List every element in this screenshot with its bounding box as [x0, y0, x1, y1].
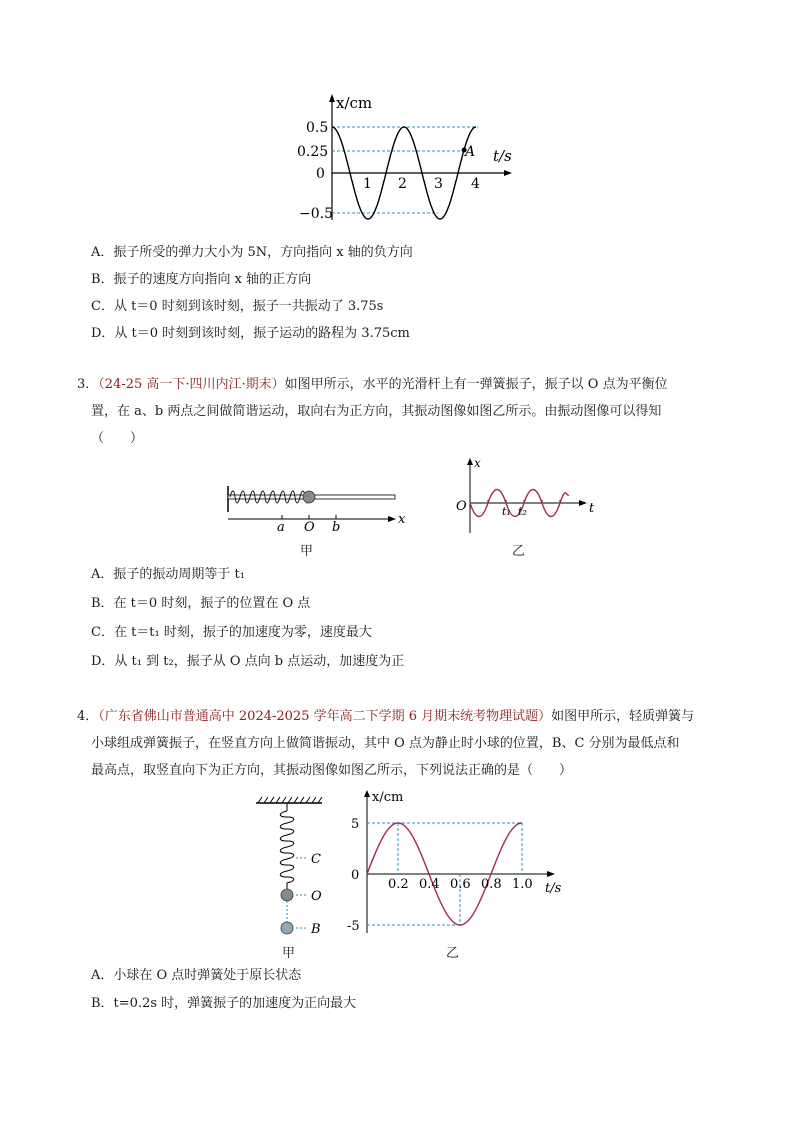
q4-label-b: B	[311, 922, 321, 937]
q3-yi-label-o: O	[456, 499, 467, 514]
fig1-x-arrow	[504, 170, 512, 176]
q4-caption-yi: 乙	[446, 946, 460, 961]
q4-option-b[interactable]: B．t=0.2s 时，弹簧振子的加速度为正向最大	[91, 996, 357, 1011]
q4-yi-ytick-0: 0	[351, 868, 360, 883]
fig1-xtick-2: 2	[398, 176, 407, 192]
fig1-xtick-1: 1	[363, 176, 372, 192]
q3-yi-label-t: t	[589, 501, 595, 516]
fig1-ytick-025: 0.25	[297, 144, 329, 160]
q3-stem-line2: 置，在 a、b 两点之间做简谐运动，取向右为正方向，其振动图像如图乙所示。由振动图像可以得知	[91, 404, 662, 419]
fig1-point-label: A	[465, 144, 476, 160]
q4-ceiling-hatch	[258, 797, 322, 803]
q3-yi-y-arrow	[467, 458, 473, 465]
q4-yi-x-label: t/s	[545, 881, 562, 896]
q3-option-b[interactable]: B．在 t＝0 时刻，振子的位置在 O 点	[91, 596, 311, 611]
q4-yi-xtick-02: 0.2	[388, 877, 409, 892]
q4-stem-line2: 小球组成弹簧振子，在竖直方向上做简谐振动，其中 O 点为静止时小球的位置，B、C 分别为最低点和	[91, 736, 680, 751]
q4-yi-y-arrow	[364, 790, 370, 797]
q4-ball-b	[281, 922, 293, 934]
q3-label-o: O	[304, 520, 315, 532]
q4-yi-y-label: x/cm	[372, 790, 404, 805]
q4-yi-ytick-5: 5	[351, 817, 360, 832]
q3-source: （24-25 高一下·四川内江·期末）	[98, 377, 285, 392]
q4-yi-xtick-04: 0.4	[419, 877, 440, 892]
fig1-ytick-0: 0	[316, 166, 325, 182]
q3-yi-label-t1: t₁	[502, 505, 511, 518]
q3-fig-yi	[452, 455, 602, 537]
q3-yi-x-arrow	[579, 500, 587, 506]
q4-yi-xtick-08: 0.8	[481, 877, 502, 892]
q3-caption-jia: 甲	[300, 544, 314, 559]
fig1-ytick-05: 0.5	[306, 120, 329, 136]
q2-option-b[interactable]: B．振子的速度方向指向 x 轴的正方向	[91, 272, 312, 287]
q3-yi-label-x: x	[474, 456, 481, 470]
q4-yi-x-arrow	[547, 871, 555, 877]
q4-stem-line3: 最高点，取竖直向下为正方向，其振动图像如图乙所示，下列说法正确的是（ ）	[91, 763, 573, 778]
q3-label-a: a	[277, 520, 285, 532]
q3-stem	[77, 371, 727, 452]
q3-stem-line1: 如图甲所示，水平的光滑杆上有一弹簧振子，振子以 O 点为平衡位	[284, 377, 668, 392]
q4-yi-xtick-10: 1.0	[512, 877, 533, 892]
q3-line1	[77, 371, 727, 398]
q3-option-d[interactable]: D．从 t₁ 到 t₂，振子从 O 点向 b 点运动，加速度为正	[91, 654, 405, 669]
q3-label-x: x	[398, 512, 406, 527]
q3-caption-yi: 乙	[512, 544, 526, 559]
q3-fig-jia	[222, 482, 407, 532]
q2-option-d[interactable]: D．从 t＝0 时刻到该时刻，振子运动的路程为 3.75cm	[91, 326, 410, 341]
fig1-xtick-3: 3	[434, 176, 443, 192]
fig1-x-label: t/s	[493, 147, 512, 165]
q3-number: 3．	[77, 377, 99, 392]
fig1-ytick-neg05: −0.5	[299, 206, 333, 222]
q3-yi-label-t2: t₂	[518, 505, 527, 518]
q4-option-a[interactable]: A．小球在 O 点时弹簧处于原长状态	[91, 968, 302, 983]
q4-number: 4．	[77, 709, 99, 724]
fig1-xtick-4: 4	[471, 176, 480, 192]
q4-source: （广东省佛山市普通高中 2024-2025 学年高二下学期 6 月期末统考物理试题）	[98, 709, 552, 724]
q4-stem	[77, 703, 727, 784]
q4-spring	[280, 811, 294, 890]
q4-ball-o	[281, 889, 293, 901]
q4-fig-jia	[252, 795, 332, 940]
q4-stem-line1: 如图甲所示，轻质弹簧与	[551, 709, 695, 724]
fig1-y-arrow	[329, 94, 335, 102]
q3-stem-line3: （ ）	[91, 431, 144, 446]
q3-x-arrow	[388, 516, 396, 522]
q2-option-c[interactable]: C．从 t＝0 时刻到该时刻，振子一共振动了 3.75s	[91, 299, 384, 314]
q4-caption-jia: 甲	[282, 946, 296, 961]
q4-fig-yi	[345, 785, 575, 935]
q4-line1	[77, 703, 727, 730]
q3-ball	[303, 491, 315, 503]
q4-yi-ytick-neg5: -5	[347, 919, 360, 934]
q4-yi-xtick-06: 0.6	[450, 877, 471, 892]
q4-label-o: O	[311, 889, 322, 904]
q3-label-b: b	[332, 520, 341, 532]
fig1-chart	[290, 90, 530, 230]
q4-label-c: C	[311, 852, 321, 867]
q3-option-c[interactable]: C．在 t＝t₁ 时刻，振子的加速度为零，速度最大	[91, 625, 372, 640]
q2-option-a[interactable]: A．振子所受的弹力大小为 5N，方向指向 x 轴的负方向	[91, 245, 413, 260]
q3-option-a[interactable]: A．振子的振动周期等于 t₁	[91, 567, 245, 582]
fig1-y-label: x/cm	[336, 94, 373, 112]
